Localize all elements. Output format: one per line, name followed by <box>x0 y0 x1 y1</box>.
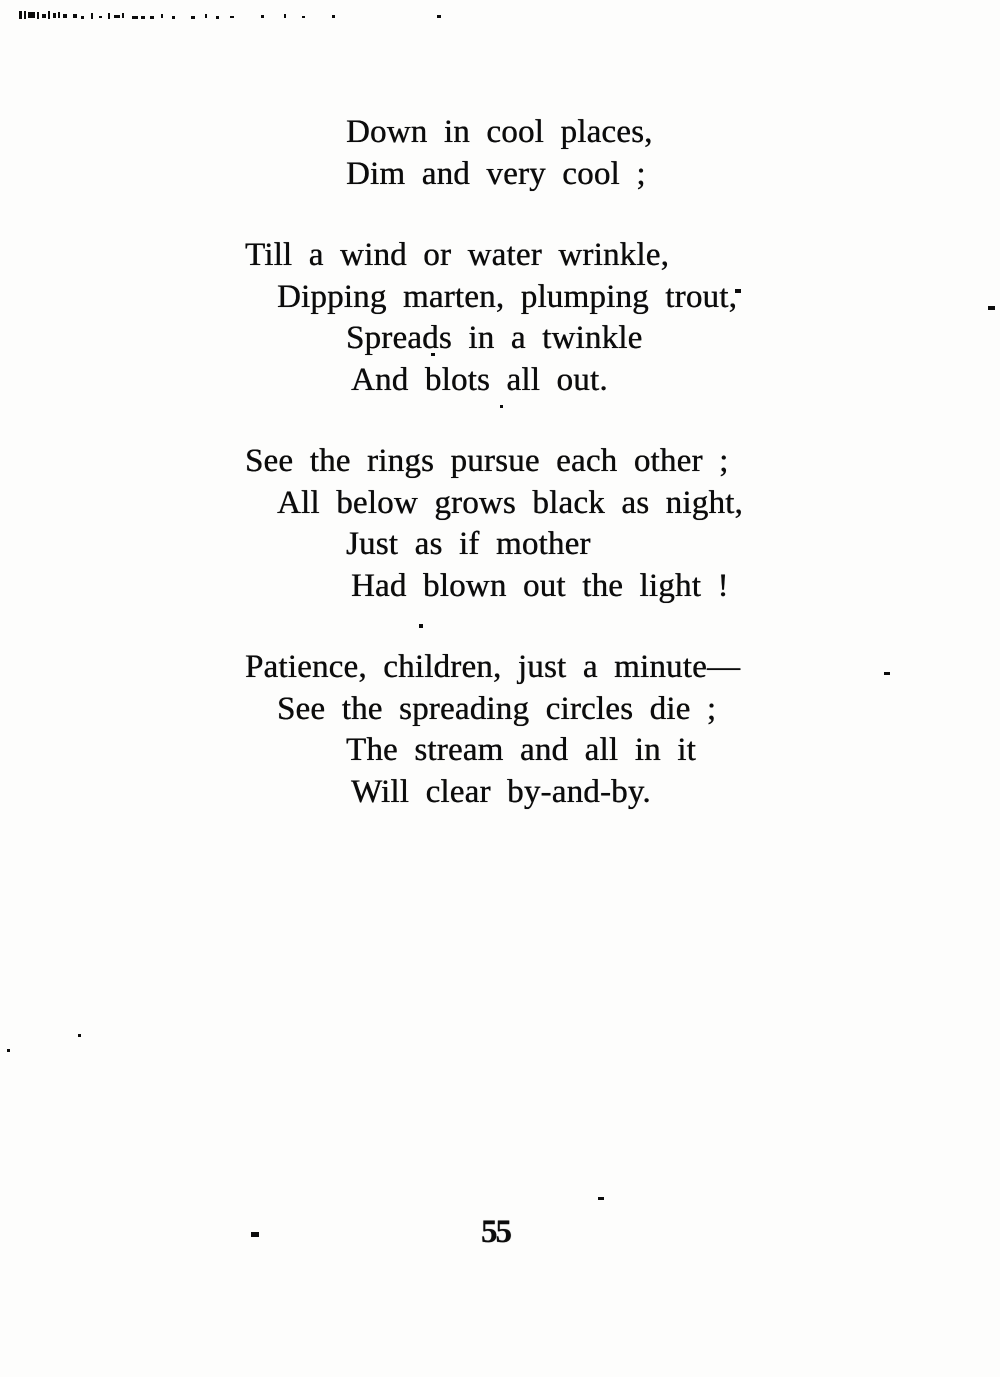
poem-line: All below grows black as night, <box>277 484 743 521</box>
scan-speck <box>261 15 264 18</box>
poem-line: See the rings pursue each other ; <box>245 443 729 479</box>
scan-speck <box>78 1034 81 1037</box>
poem-line: Had blown out the light ! <box>351 567 729 604</box>
scan-speck <box>172 16 175 19</box>
scan-speck <box>28 12 35 18</box>
scan-speck <box>216 16 219 19</box>
scan-speck <box>53 13 56 18</box>
poem-line: Dipping marten, plumping trout, <box>277 278 738 315</box>
scan-speck <box>230 16 234 18</box>
scan-speck <box>42 14 46 18</box>
scan-speck <box>48 11 50 19</box>
scan-speck <box>141 16 145 19</box>
scan-speck <box>284 14 286 18</box>
scan-speck <box>191 16 195 19</box>
scan-speck <box>58 12 60 18</box>
scan-speck <box>24 11 26 19</box>
scan-speck <box>81 16 84 19</box>
poem-stanza <box>245 112 885 195</box>
scan-speck <box>99 16 102 18</box>
poem-line: See the spreading circles die ; <box>277 690 717 727</box>
poem-line: Dim and very cool ; <box>346 155 646 192</box>
poem-stanza <box>245 441 885 607</box>
poem-line: Will clear by-and-by. <box>351 773 651 810</box>
scan-speck <box>205 14 207 18</box>
scan-speck <box>122 13 124 18</box>
scan-speck <box>251 1232 259 1237</box>
poem-line: Down in cool places, <box>346 114 653 150</box>
scan-speck <box>598 1197 604 1200</box>
scan-speck <box>37 12 39 19</box>
scan-speck <box>161 14 163 18</box>
poem-stanza <box>245 235 885 401</box>
scan-speck <box>7 1049 10 1052</box>
poem-line: Till a wind or water wrinkle, <box>245 237 670 273</box>
scan-speck <box>19 11 22 19</box>
poem-stanza <box>245 647 885 813</box>
scan-speck <box>114 15 120 18</box>
scan-speck <box>63 14 67 18</box>
poem-line: The stream and all in it <box>346 732 696 768</box>
scan-speck <box>150 16 154 19</box>
scan-speck <box>91 13 93 19</box>
poem-line: Patience, children, just a minute— <box>245 649 741 685</box>
poem-line: And blots all out. <box>351 361 608 398</box>
page-number: 55 <box>481 1214 510 1250</box>
scan-speck <box>302 16 305 18</box>
scan-speck <box>132 16 138 19</box>
poem-text <box>245 112 885 853</box>
scan-speck <box>437 15 441 18</box>
scan-speck <box>73 14 77 18</box>
scan-speck <box>988 306 995 310</box>
poem-line: Spreads in a twinkle <box>346 320 643 356</box>
poem-line: Just as if mother <box>346 526 591 562</box>
scan-speck <box>108 13 110 19</box>
scan-speck <box>332 15 335 18</box>
